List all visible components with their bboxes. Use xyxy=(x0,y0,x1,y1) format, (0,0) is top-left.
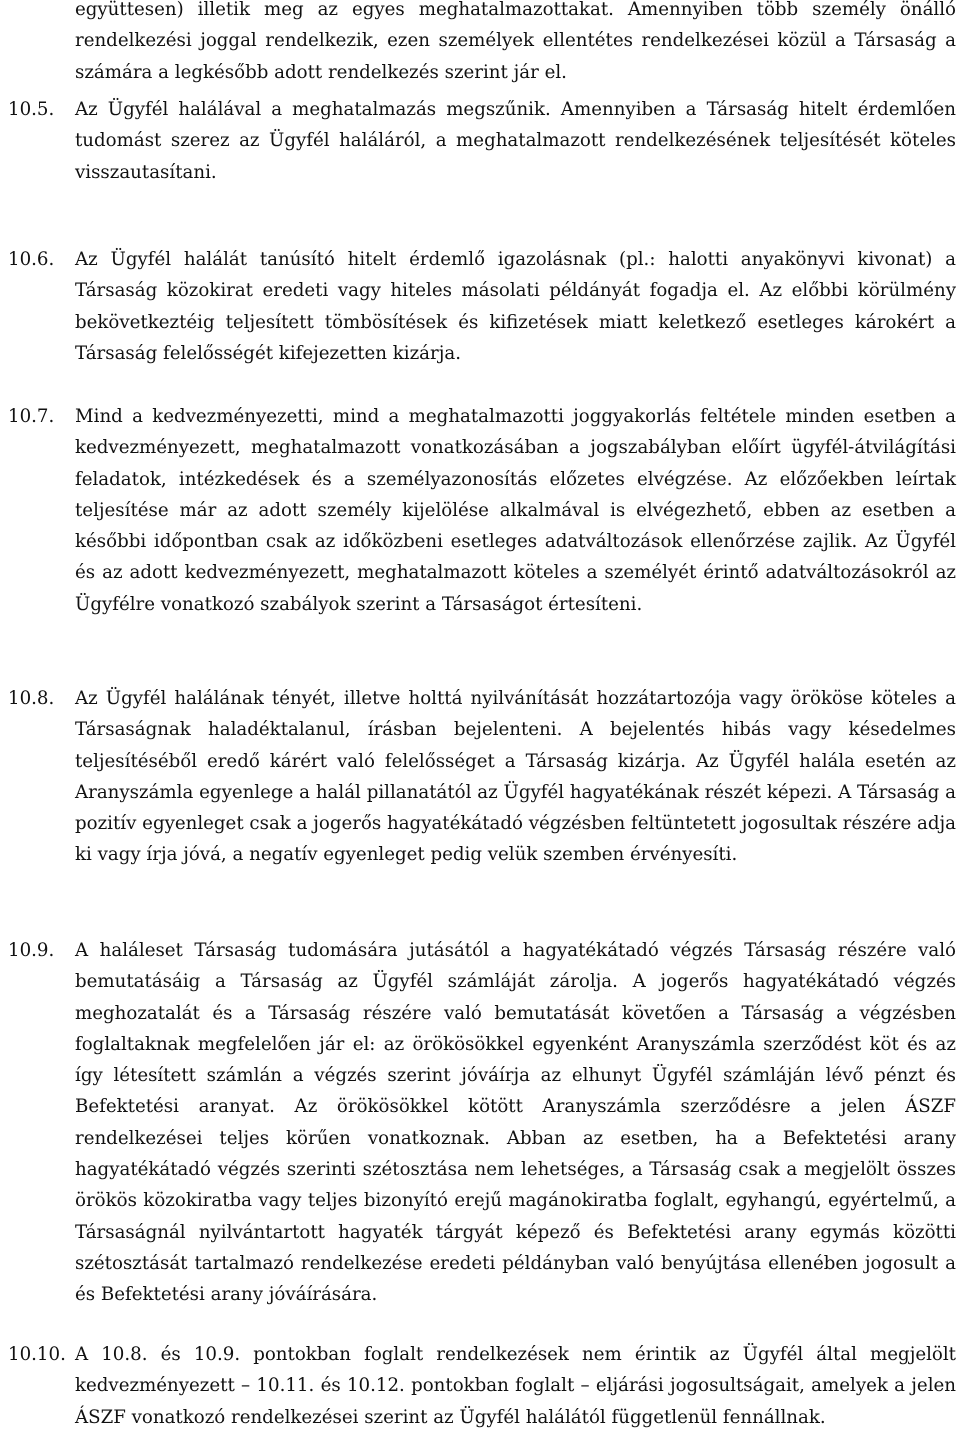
section-number: 10.7. xyxy=(8,406,55,427)
section-text: A haláleset Társaság tudomására jutásától a hagyatékátadó végzés Társaság részére való bemutatásáig a Társaság az Ügyfél számláját zárolja. A jogerős hagyatékátadó végzés meghozatalát és a Társaság részére való bemutatását követően a Társaság a végzésben foglaltaknak megfelelően jár el: az örökösökkel egyenként Aranyszámla szerződést köt és az így létesített számlán a végzés szerint jóváírja az elhunyt Ügyfél számláján lévő pénzt és Befektetési aranyat. Az örökösökkel kötött Aranyszámla szerződésre a jelen ÁSZF rendelkezései teljes körűen vonatkoznak. Abban az esetben, ha a Befektetési arany hagyatékátadó végzés szerinti szétosztása nem lehetséges, a Társaság csak a megjelölt összes örökös közokiratba vagy teljes bizonyító erejű magánokiratba foglalt, egyhangú, egyértelmű, a Társaságnál nyilvántartott hagyaték tárgyát képező és Befektetési arany egymás közötti szétosztását tartalmazó rendelkezése eredeti példányban való benyújtása ellenében jogosult a és Befektetési arany jóváírására. xyxy=(75,940,956,1306)
section-10-7 xyxy=(8,401,956,620)
section-number: 10.8. xyxy=(8,688,55,709)
section-text: Az Ügyfél halálával a meghatalmazás megszűnik. Amennyiben a Társaság hitelt érdemlően tudomást szerez az Ügyfél haláláról, a meghatalmazott rendelkezésének teljesítését köteles visszautasítani. xyxy=(75,99,956,183)
section-number: 10.5. xyxy=(8,99,55,120)
section-number: 10.9. xyxy=(8,940,55,961)
section-text: Az Ügyfél halálát tanúsító hitelt érdemlő igazolásnak (pl.: halotti anyakönyvi kivonat) a Társaság közokirat eredeti vagy hiteles másolati példányát fogadja el. Az előbbi körülmény bekövetkeztéig teljesített tömbösítések és kifizetések miatt keletkező esetleges károkért a Társaság felelősségét kifejezetten kizárja. xyxy=(75,249,956,364)
section-10-5 xyxy=(8,94,956,188)
section-text: Mind a kedvezményezetti, mind a meghatalmazotti joggyakorlás feltétele minden esetben a kedvezményezett, meghatalmazott vonatkozásában a jogszabályban előírt ügyfél-átvilágítási feladatok, intézkedések és a személyazonosítás előzetes elvégzése. Az előzőekben leírtak teljesítése már az adott személy kijelölése alkalmával is elvégezhető, ebben az esetben a későbbi időpontban csak az időközbeni esetleges adatváltozások ellenőrzése zajlik. Az Ügyfél és az adott kedvezményezett, meghatalmazott köteles a személyét érintő adatváltozásokról az Ügyfélre vonatkozó szabályok szerint a Társaságot értesíteni. xyxy=(75,406,956,615)
section-text: A 10.8. és 10.9. pontokban foglalt rendelkezések nem érintik az Ügyfél által megjelölt kedvezményezett – 10.11. és 10.12. pontokban foglalt – eljárási jogosultságait, amelyek a jelen ÁSZF vonatkozó rendelkezései szerint az Ügyfél halálától függetlenül fennállnak. xyxy=(75,1344,956,1428)
section-number: 10.10. xyxy=(8,1344,66,1365)
section-10-10 xyxy=(8,1339,956,1433)
continuation-paragraph: együttesen) illetik meg az egyes meghatalmazottakat. Amennyiben több személy önálló rendelkezési joggal rendelkezik, ezen személyek ellentétes rendelkezései közül a Társaság a számára a legkésőbb adott rendelkezés szerint jár el. xyxy=(75,0,956,83)
section-text: Az Ügyfél halálának tényét, illetve holttá nyilvánítását hozzátartozója vagy örököse köteles a Társaságnak haladéktalanul, írásban bejelenteni. A bejelentés hibás vagy késedelmes teljesítéséből eredő kárért való felelősséget a Társaság kizárja. Az Ügyfél halála esetén az Aranyszámla egyenlege a halál pillanatától az Ügyfél hagyatékának részét képezi. A Társaság a pozitív egyenleget csak a jogerős hagyatékátadó végzésben feltüntetett jogosultak részére adja ki vagy írja jóvá, a negatív egyenleget pedig velük szemben érvényesíti. xyxy=(75,688,956,866)
section-10-6 xyxy=(8,244,956,369)
section-10-9 xyxy=(8,935,956,1311)
section-number: 10.6. xyxy=(8,249,55,270)
section-10-8 xyxy=(8,683,956,871)
